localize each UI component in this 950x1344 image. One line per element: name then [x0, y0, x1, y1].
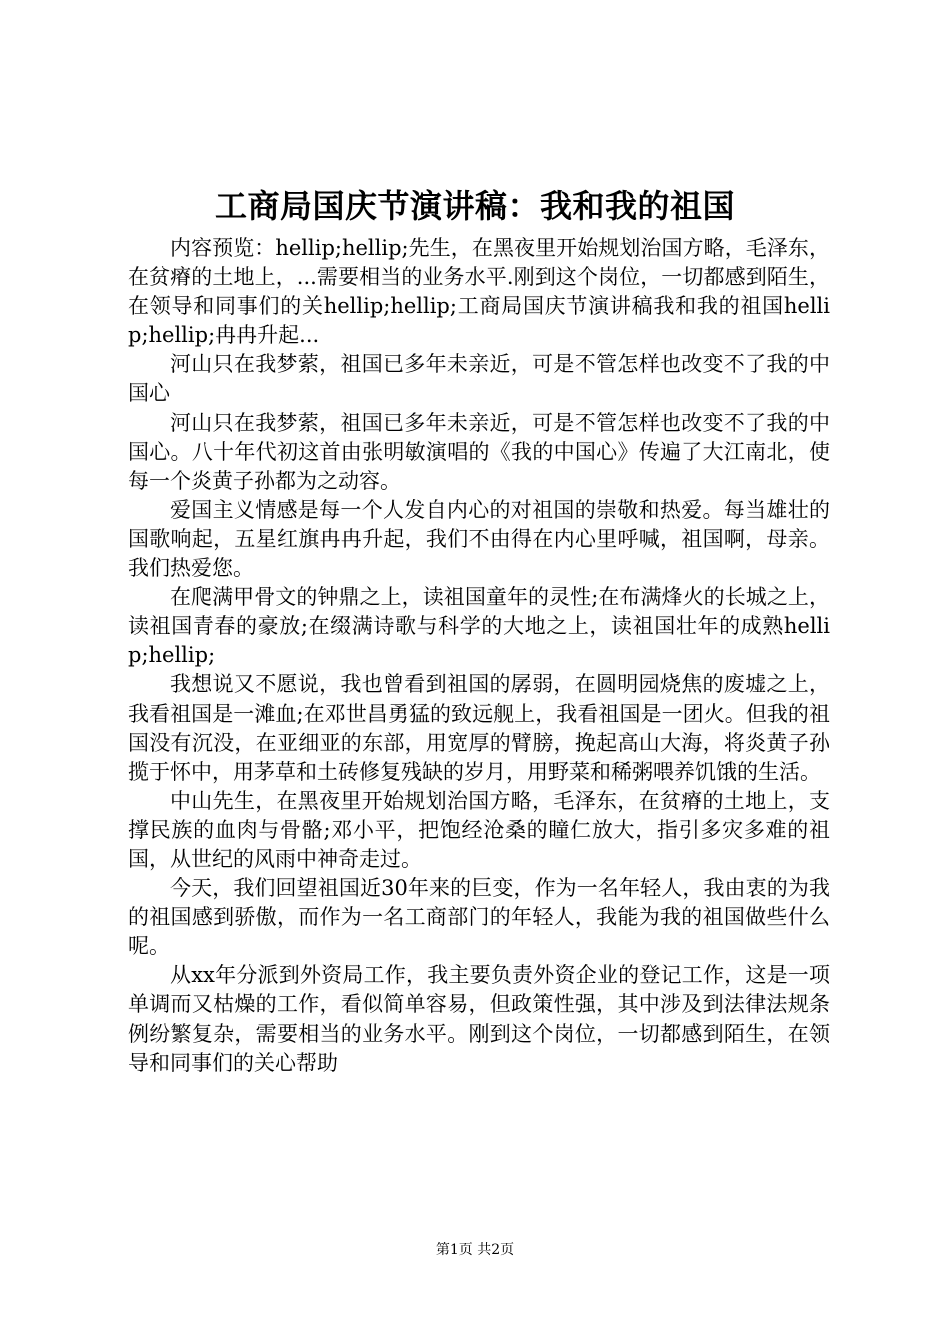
paragraph-1: 河山只在我梦萦，祖国已多年未亲近，可是不管怎样也改变不了我的中国心 — [128, 352, 830, 406]
paragraph-3: 爱国主义情感是每一个人发自内心的对祖国的崇敬和热爱。每当雄壮的国歌响起，五星红旗冉冉升起，我们不由得在内心里呼喊，祖国啊，母亲。我们热爱您。 — [128, 497, 830, 581]
document-title: 工商局国庆节演讲稿：我和我的祖国 — [214, 187, 735, 225]
paragraph-5: 我想说又不愿说，我也曾看到祖国的孱弱，在圆明园烧焦的废墟之上，我看祖国是一滩血;在邓世昌勇猛的致远舰上，我看祖国是一团火。但我的祖国没有沉没，在亚细亚的东部，用宽厚的臂膀，挽起高山大海，将炎黄子孙揽于怀中，用茅草和土砖修复残缺的岁月，用野菜和稀粥喂养饥饿的生活。 — [128, 672, 830, 784]
paragraph-8: 从xx年分派到外资局工作，我主要负责外资企业的登记工作，这是一项单调而又枯燥的工作，看似简单容易，但政策性强，其中涉及到法律法规条例纷繁复杂，需要相当的业务水平。刚到这个岗位，一切都感到陌生，在领导和同事们的关心帮助 — [128, 963, 830, 1075]
paragraph-4: 在爬满甲骨文的钟鼎之上，读祖国童年的灵性;在布满烽火的长城之上，读祖国青春的豪放;在缀满诗歌与科学的大地之上，读祖国壮年的成熟hellip;hellip; — [128, 585, 830, 668]
page-number-footer: 第1页 共2页 — [435, 1242, 515, 1258]
paragraph-preview: 内容预览：hellip;hellip;先生，在黑夜里开始规划治国方略，毛泽东，在贫瘠的土地上，...需要相当的业务水平.刚到这个岗位，一切都感到陌生，在领导和同事们的关hellip;hellip;工商局国庆节演讲稿我和我的祖国hellip;hellip;冉冉升起... — [128, 236, 830, 348]
paragraph-6: 中山先生，在黑夜里开始规划治国方略，毛泽东，在贫瘠的土地上，支撑民族的血肉与骨骼;邓小平，把饱经沧桑的瞳仁放大，指引多灾多难的祖国，从世纪的风雨中神奇走过。 — [128, 788, 830, 871]
document-body — [128, 234, 830, 1078]
paragraph-7: 今天，我们回望祖国近30年来的巨变，作为一名年轻人，我由衷的为我的祖国感到骄傲，而作为一名工商部门的年轻人，我能为我的祖国做些什么呢。 — [128, 876, 830, 959]
paragraph-2: 河山只在我梦萦，祖国已多年未亲近，可是不管怎样也改变不了我的中国心。八十年代初这首由张明敏演唱的《我的中国心》传遍了大江南北，使每一个炎黄子孙都为之动容。 — [128, 410, 830, 493]
